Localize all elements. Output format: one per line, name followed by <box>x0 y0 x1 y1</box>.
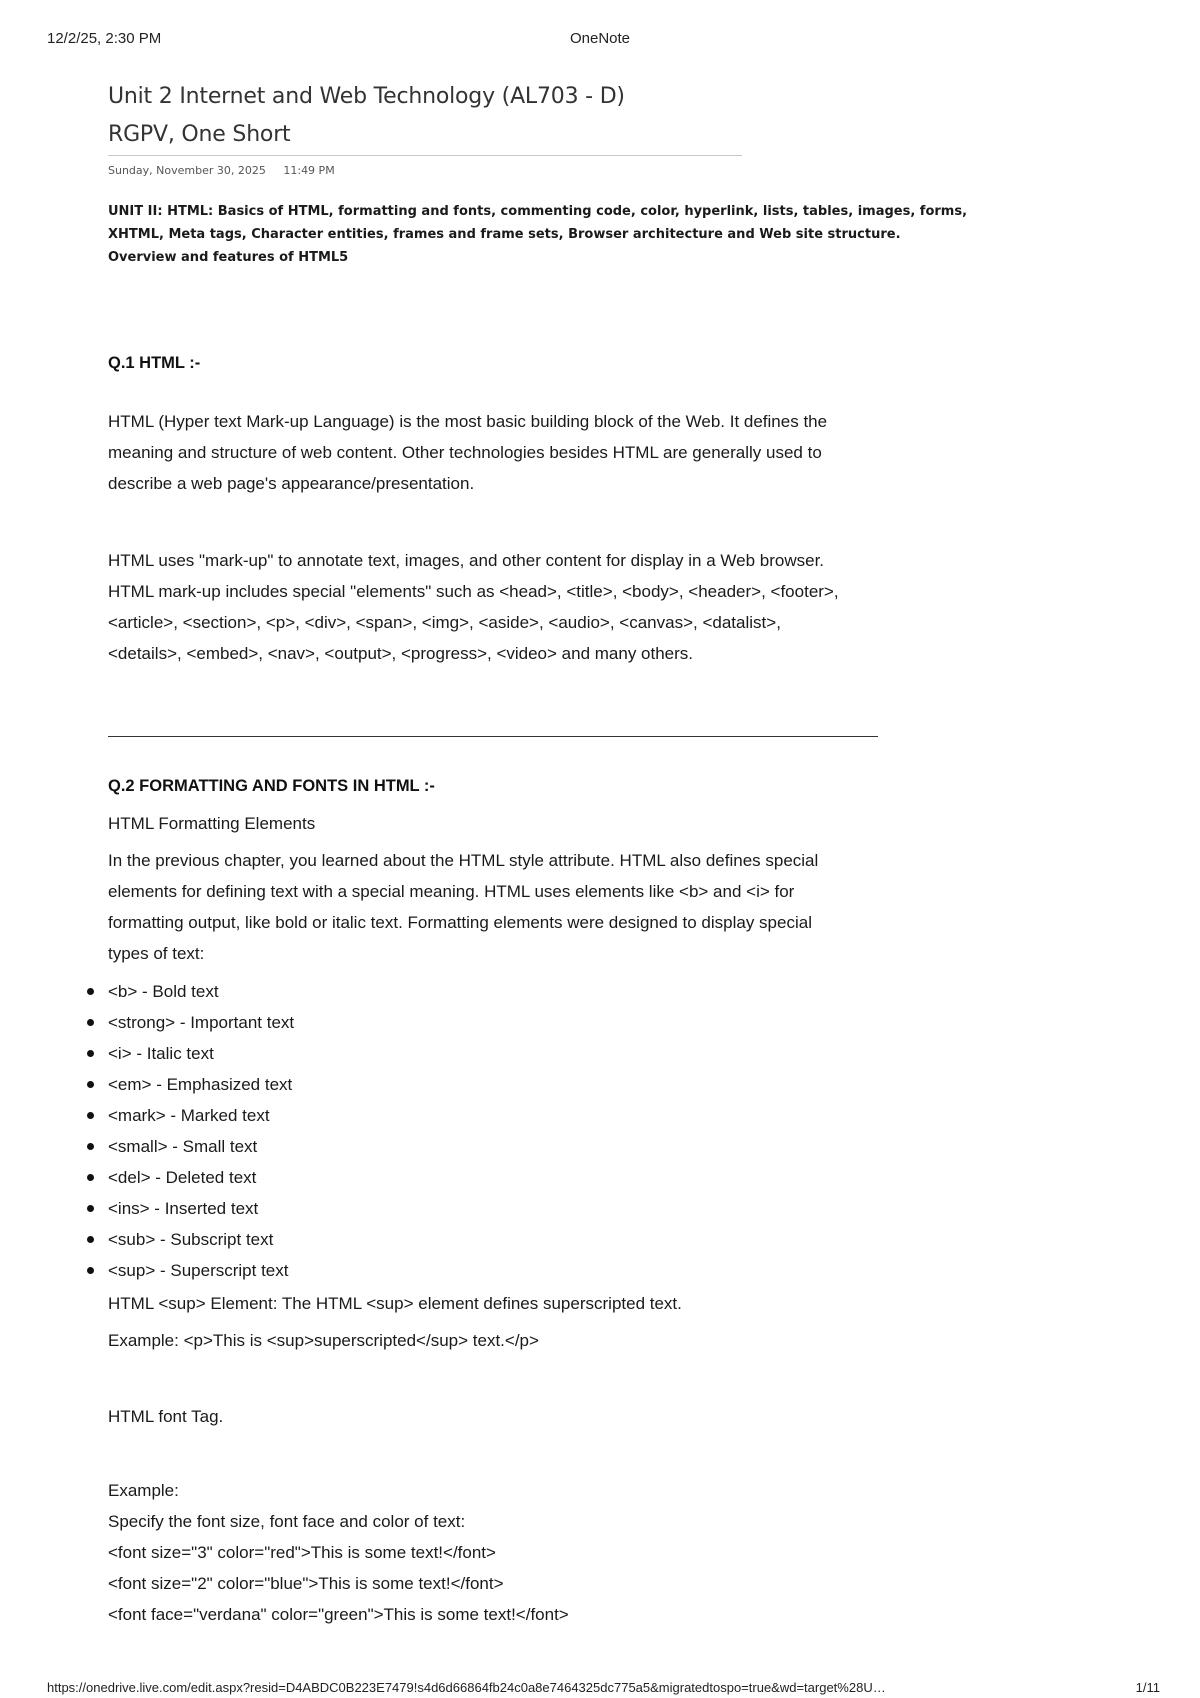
list-item[interactable] <box>108 1069 294 1100</box>
code-line: <font size="3" color="red">This is some text!</font> <box>108 1543 496 1562</box>
sup-example[interactable]: Example: <p>This is <sup>superscripted</sup> text.</p> <box>108 1331 539 1350</box>
list-item[interactable] <box>108 976 294 1007</box>
unit-description[interactable]: UNIT II: HTML: Basics of HTML, formatting and fonts, commenting code, color, hyperlink, lists, tables, images, forms, XHTML, Meta tags, Character entities, frames and frame sets, Browser architecture and Web site structure. Overview and features of HTML5 <box>108 204 968 265</box>
text-line: meaning and structure of web content. Other technologies besides HTML are generally used to <box>108 443 822 462</box>
list-item-text: <del> - Deleted text <box>108 1168 257 1187</box>
bullet-icon <box>87 988 94 995</box>
print-datetime: 12/2/25, 2:30 PM <box>47 30 162 47</box>
text-line: <details>, <embed>, <nav>, <output>, <progress>, <video> and many others. <box>108 644 694 663</box>
list-item[interactable] <box>108 1131 294 1162</box>
bullet-icon <box>87 1143 94 1150</box>
bullet-icon <box>87 1081 94 1088</box>
print-url: https://onedrive.live.com/edit.aspx?resid=D4ABDC0B223E7479!s4d6d66864fb24c0a8e7464325dc775a5&migratedtospo=true&wd=target%28U… <box>47 1680 886 1695</box>
font-example-block[interactable] <box>108 1475 569 1630</box>
list-item[interactable] <box>108 1224 294 1255</box>
example-description: Specify the font size, font face and color of text: <box>108 1512 466 1531</box>
list-item-text: <small> - Small text <box>108 1137 258 1156</box>
page-content <box>108 78 968 269</box>
bullet-icon <box>87 1174 94 1181</box>
text-line: formatting output, like bold or italic text. Formatting elements were designed to display special <box>108 913 812 932</box>
formatting-elements-list <box>108 976 294 1286</box>
bullet-icon <box>87 1112 94 1119</box>
list-item-text: <mark> - Marked text <box>108 1106 270 1125</box>
q2-paragraph[interactable] <box>108 845 818 969</box>
list-item-text: <em> - Emphasized text <box>108 1075 293 1094</box>
sup-description[interactable]: HTML <sup> Element: The HTML <sup> element defines superscripted text. <box>108 1294 682 1313</box>
list-item[interactable] <box>108 1007 294 1038</box>
text-line: elements for defining text with a special meaning. HTML uses elements like <b> and <i> for <box>108 882 795 901</box>
page-date-time <box>108 164 968 180</box>
list-item[interactable] <box>108 1255 294 1286</box>
page-time: 11:49 PM <box>283 164 335 177</box>
text-line: In the previous chapter, you learned about the HTML style attribute. HTML also defines special <box>108 851 819 870</box>
list-item[interactable] <box>108 1193 294 1224</box>
bullet-icon <box>87 1019 94 1026</box>
q1-paragraph-2[interactable] <box>108 545 839 669</box>
text-line: describe a web page's appearance/presentation. <box>108 474 475 493</box>
list-item-text: <b> - Bold text <box>108 982 219 1001</box>
print-app-name: OneNote <box>569 30 631 47</box>
list-item[interactable] <box>108 1100 294 1131</box>
list-item-text: <sub> - Subscript text <box>108 1230 274 1249</box>
page-date: Sunday, November 30, 2025 <box>108 164 266 177</box>
list-item-text: <strong> - Important text <box>108 1013 295 1032</box>
page-title-line2[interactable]: RGPV, One Short <box>108 122 291 147</box>
example-label: Example: <box>108 1481 179 1500</box>
horizontal-divider <box>108 736 878 737</box>
code-line: <font face="verdana" color="green">This is some text!</font> <box>108 1605 569 1624</box>
bullet-icon <box>87 1050 94 1057</box>
q2-heading[interactable]: Q.2 FORMATTING AND FONTS IN HTML :- <box>108 777 435 795</box>
q2-subheading[interactable]: HTML Formatting Elements <box>108 814 316 833</box>
title-underline <box>108 155 742 156</box>
list-item-text: <sup> - Superscript text <box>108 1261 289 1280</box>
text-line: HTML uses "mark-up" to annotate text, images, and other content for display in a Web browser. <box>108 551 825 570</box>
text-line: HTML mark-up includes special "elements" such as <head>, <title>, <body>, <header>, <footer>, <box>108 582 839 601</box>
list-item-text: <ins> - Inserted text <box>108 1199 259 1218</box>
bullet-icon <box>87 1205 94 1212</box>
page-title-line1[interactable]: Unit 2 Internet and Web Technology (AL703 - D) <box>108 84 625 109</box>
q1-heading[interactable]: Q.1 HTML :- <box>108 354 201 372</box>
bullet-icon <box>87 1236 94 1243</box>
q1-paragraph-1[interactable] <box>108 406 827 499</box>
code-line: <font size="2" color="blue">This is some text!</font> <box>108 1574 504 1593</box>
text-line: <article>, <section>, <p>, <div>, <span>, <img>, <aside>, <audio>, <canvas>, <datalist>, <box>108 613 781 632</box>
list-item[interactable] <box>108 1038 294 1069</box>
list-item-text: <i> - Italic text <box>108 1044 214 1063</box>
list-item[interactable] <box>108 1162 294 1193</box>
text-line: HTML (Hyper text Mark-up Language) is the most basic building block of the Web. It defines the <box>108 412 828 431</box>
text-line: types of text: <box>108 944 205 963</box>
print-page-number: 1/11 <box>1135 1680 1160 1695</box>
bullet-icon <box>87 1267 94 1274</box>
font-tag-heading[interactable]: HTML font Tag. <box>108 1407 224 1426</box>
